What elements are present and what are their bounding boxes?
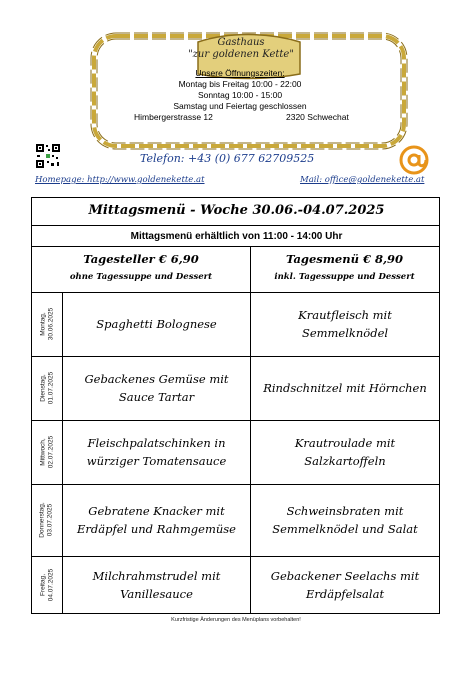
day-date: 04.07.2025 [47,568,55,601]
dish-tagesteller-thursday: Gebratene Knacker mit Erdäpfel und Rahmgemüse [77,504,236,536]
menu-title: Mittagsmenü - Woche 30.06.-04.07.2025 [88,203,385,218]
day-date: 02.07.2025 [47,435,55,469]
day-date: 30.06.2025 [47,307,55,341]
dish-tagesmenu-tuesday: Rindschnitzel mit Hörnchen [263,381,427,395]
dish-tagesteller-friday: Milchrahmstrudel mit Vanillesauce [92,568,221,601]
day-label-thursday [32,484,62,556]
lunch-menu-table [31,197,440,614]
day-name: Donnerstag, [39,502,47,538]
opening-hours [130,68,350,112]
day-date: 01.07.2025 [47,371,55,405]
menu-change-notice: Kurzfristige Änderungen des Menüplans vorbehalten! [171,617,301,623]
dish-tagesteller-wednesday: Fleischpalatschinken in würziger Tomatensauce [86,436,227,468]
col2-subtitle: inkl. Tagessuppe und Dessert [274,272,415,282]
email-at-icon [399,145,429,175]
col1-title: Tagesteller € 6,90 [83,252,199,266]
day-name: Montag, [39,312,47,336]
city-address: 2320 Schwechat [286,112,349,122]
divider [32,246,439,247]
opening-hours-line: Montag bis Freitag 10:00 - 22:00 [178,79,302,89]
email-link[interactable]: Mail: office@goldenekette.at [300,175,425,185]
dish-tagesteller-monday: Spaghetti Bolognese [96,317,217,331]
menu-time: Mittagsmenü erhältlich von 11:00 - 14:00 Uhr [130,231,343,242]
opening-hours-line: Sonntag 10:00 - 15:00 [197,90,283,100]
sign-line-2: "zur goldenen Kette" [188,49,294,60]
opening-hours-line: Samstag und Feiertag geschlossen [173,101,307,111]
dish-tagesmenu-wednesday: Krautroulade mit Salzkartoffeln [294,436,396,468]
dish-tagesteller-tuesday: Gebackenes Gemüse mit Sauce Tartar [84,372,229,404]
day-label-wednesday [32,420,62,484]
phone-number[interactable]: Telefon: +43 (0) 677 62709525 [140,152,315,165]
divider [32,225,439,226]
dish-tagesmenu-monday: Krautfleisch mit Semmelknödel [298,308,392,340]
day-date: 03.07.2025 [47,503,55,537]
street-address: Himbergerstrasse 12 [134,112,213,122]
homepage-link[interactable]: Homepage: http://www.goldenekette.at [35,175,205,185]
qr-code-icon [35,143,61,169]
day-name: Freitag, [39,573,47,596]
day-label-tuesday [32,356,62,420]
opening-hours-title: Unsere Öffnungszeiten: [195,68,285,78]
dish-tagesmenu-thursday: Schweinsbraten mit Semmelknödel und Salat [272,504,418,536]
day-name: Mittwoch, [39,438,47,466]
dish-tagesmenu-friday: Gebackener Seelachs mit Erdäpfelsalat [270,568,420,601]
sign-line-1: Gasthaus [217,37,265,48]
col2-title: Tagesmenü € 8,90 [286,252,403,266]
day-name: Dienstag, [39,374,47,402]
col1-subtitle: ohne Tagessuppe und Dessert [69,272,213,282]
day-label-monday [32,292,62,356]
day-label-friday [32,556,62,613]
